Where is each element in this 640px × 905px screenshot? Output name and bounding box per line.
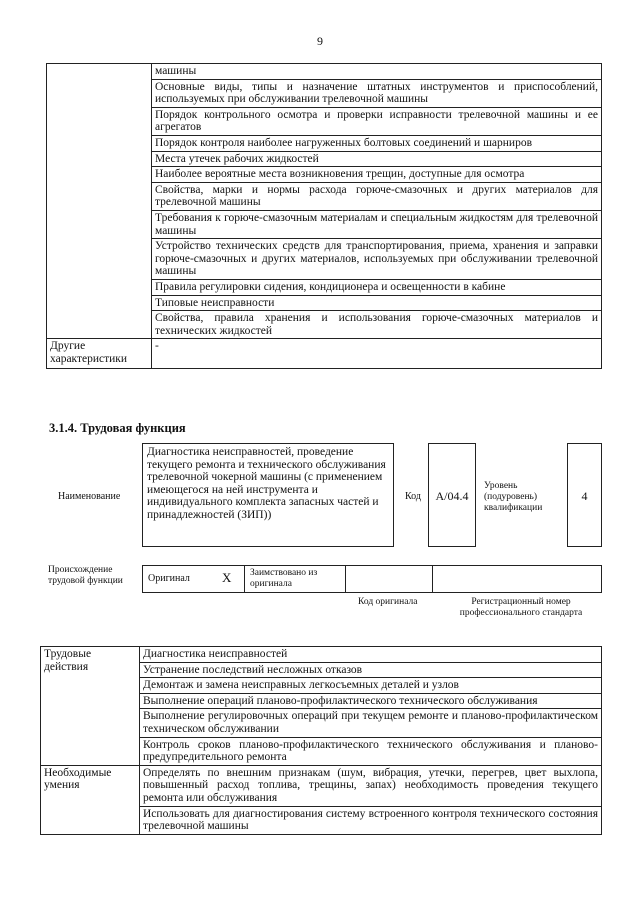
skill-row: Использовать для диагностирования систему встроенного контроля технического состояния трелевочной машины bbox=[140, 806, 602, 834]
origin-divider-3 bbox=[432, 565, 433, 593]
actions-table bbox=[40, 646, 602, 835]
origin-divider-2 bbox=[345, 565, 346, 593]
other-characteristics-label: Другие характеристики bbox=[47, 339, 152, 369]
original-label: Оригинал bbox=[148, 573, 190, 584]
page-number: 9 bbox=[317, 34, 323, 48]
action-row: Выполнение операций планово-профилактического технического обслуживания bbox=[140, 693, 602, 709]
origin-row bbox=[142, 565, 602, 593]
action-row: Демонтаж и замена неисправных легкосъемных деталей и узлов bbox=[140, 678, 602, 694]
knowledge-row: Свойства, марки и нормы расхода горюче-смазочных и других материалов для трелевочной машины bbox=[152, 182, 602, 210]
level-label: Уровень (подуровень) квалификации bbox=[484, 481, 543, 513]
knowledge-row: Требования к горюче-смазочным материалам и специальным жидкостям для трелевочной машины bbox=[152, 210, 602, 238]
section-title: 3.1.4. Трудовая функция bbox=[49, 421, 186, 435]
function-name-box bbox=[142, 443, 394, 547]
reg-number-label: Регистрационный номер профессионального стандарта bbox=[459, 597, 583, 618]
code-value: А/04.4 bbox=[435, 489, 469, 503]
actions-label: Трудовые действия bbox=[41, 647, 140, 766]
knowledge-row: машины bbox=[152, 64, 602, 80]
knowledge-row: Свойства, правила хранения и использования горюче-смазочных материалов и технических жидкостей bbox=[152, 311, 602, 339]
knowledge-table bbox=[46, 63, 602, 369]
origin-label: Происхождение трудовой функции bbox=[48, 565, 123, 586]
origin-divider-1 bbox=[244, 565, 245, 593]
knowledge-row: Наиболее вероятные места возникновения трещин, доступные для осмотра bbox=[152, 167, 602, 183]
skills-label: Необходимые умения bbox=[41, 765, 140, 834]
knowledge-row: Устройство технических средств для транспортирования, приема, хранения и заправки горюче-смазочных и других материалов, используемых при обслуживании трелевочной машины bbox=[152, 239, 602, 280]
function-name: Диагностика неисправностей, проведение текущего ремонта и технического обслуживания трелевочной чокерной машины (с применением имеющегося на ней инструмента и индивидуального комплекта запасных частей и принадлежностей (ЗИП)) bbox=[147, 446, 386, 521]
knowledge-row: Основные виды, типы и назначение штатных инструментов и приспособлений, используемых при обслуживании трелевочной машины bbox=[152, 79, 602, 107]
name-label: Наименование bbox=[58, 491, 121, 502]
knowledge-row: Порядок контроля наиболее нагруженных болтовых соединений и шарниров bbox=[152, 135, 602, 151]
skill-row: Определять по внешним признакам (шум, вибрация, утечки, перегрев, цвет выхлопа, повышенный расход топлива, трещины, запах) необходимость проведения текущего ремонта или обслуживания bbox=[140, 765, 602, 806]
knowledge-row: Порядок контрольного осмотра и проверки исправности трелевочной машины и ее агрегатов bbox=[152, 107, 602, 135]
original-mark: X bbox=[222, 570, 232, 585]
knowledge-row: Места утечек рабочих жидкостей bbox=[152, 151, 602, 167]
other-characteristics-value: - bbox=[152, 339, 602, 369]
action-row: Диагностика неисправностей bbox=[140, 647, 602, 663]
code-original-label: Код оригинала bbox=[358, 597, 418, 607]
action-row: Контроль сроков планово-профилактического технического обслуживания и планово-предупредительного ремонта bbox=[140, 737, 602, 765]
action-row: Выполнение регулировочных операций при текущем ремонте и планово-профилактическом техническом обслуживании bbox=[140, 709, 602, 737]
action-row: Устранение последствий несложных отказов bbox=[140, 662, 602, 678]
level-value: 4 bbox=[581, 489, 588, 503]
borrowed-label: Заимствовано из оригинала bbox=[250, 568, 318, 589]
code-label: Код bbox=[405, 491, 421, 502]
knowledge-label-cell bbox=[47, 64, 152, 339]
knowledge-row: Правила регулировки сидения, кондиционера и освещенности в кабине bbox=[152, 279, 602, 295]
knowledge-row: Типовые неисправности bbox=[152, 295, 602, 311]
